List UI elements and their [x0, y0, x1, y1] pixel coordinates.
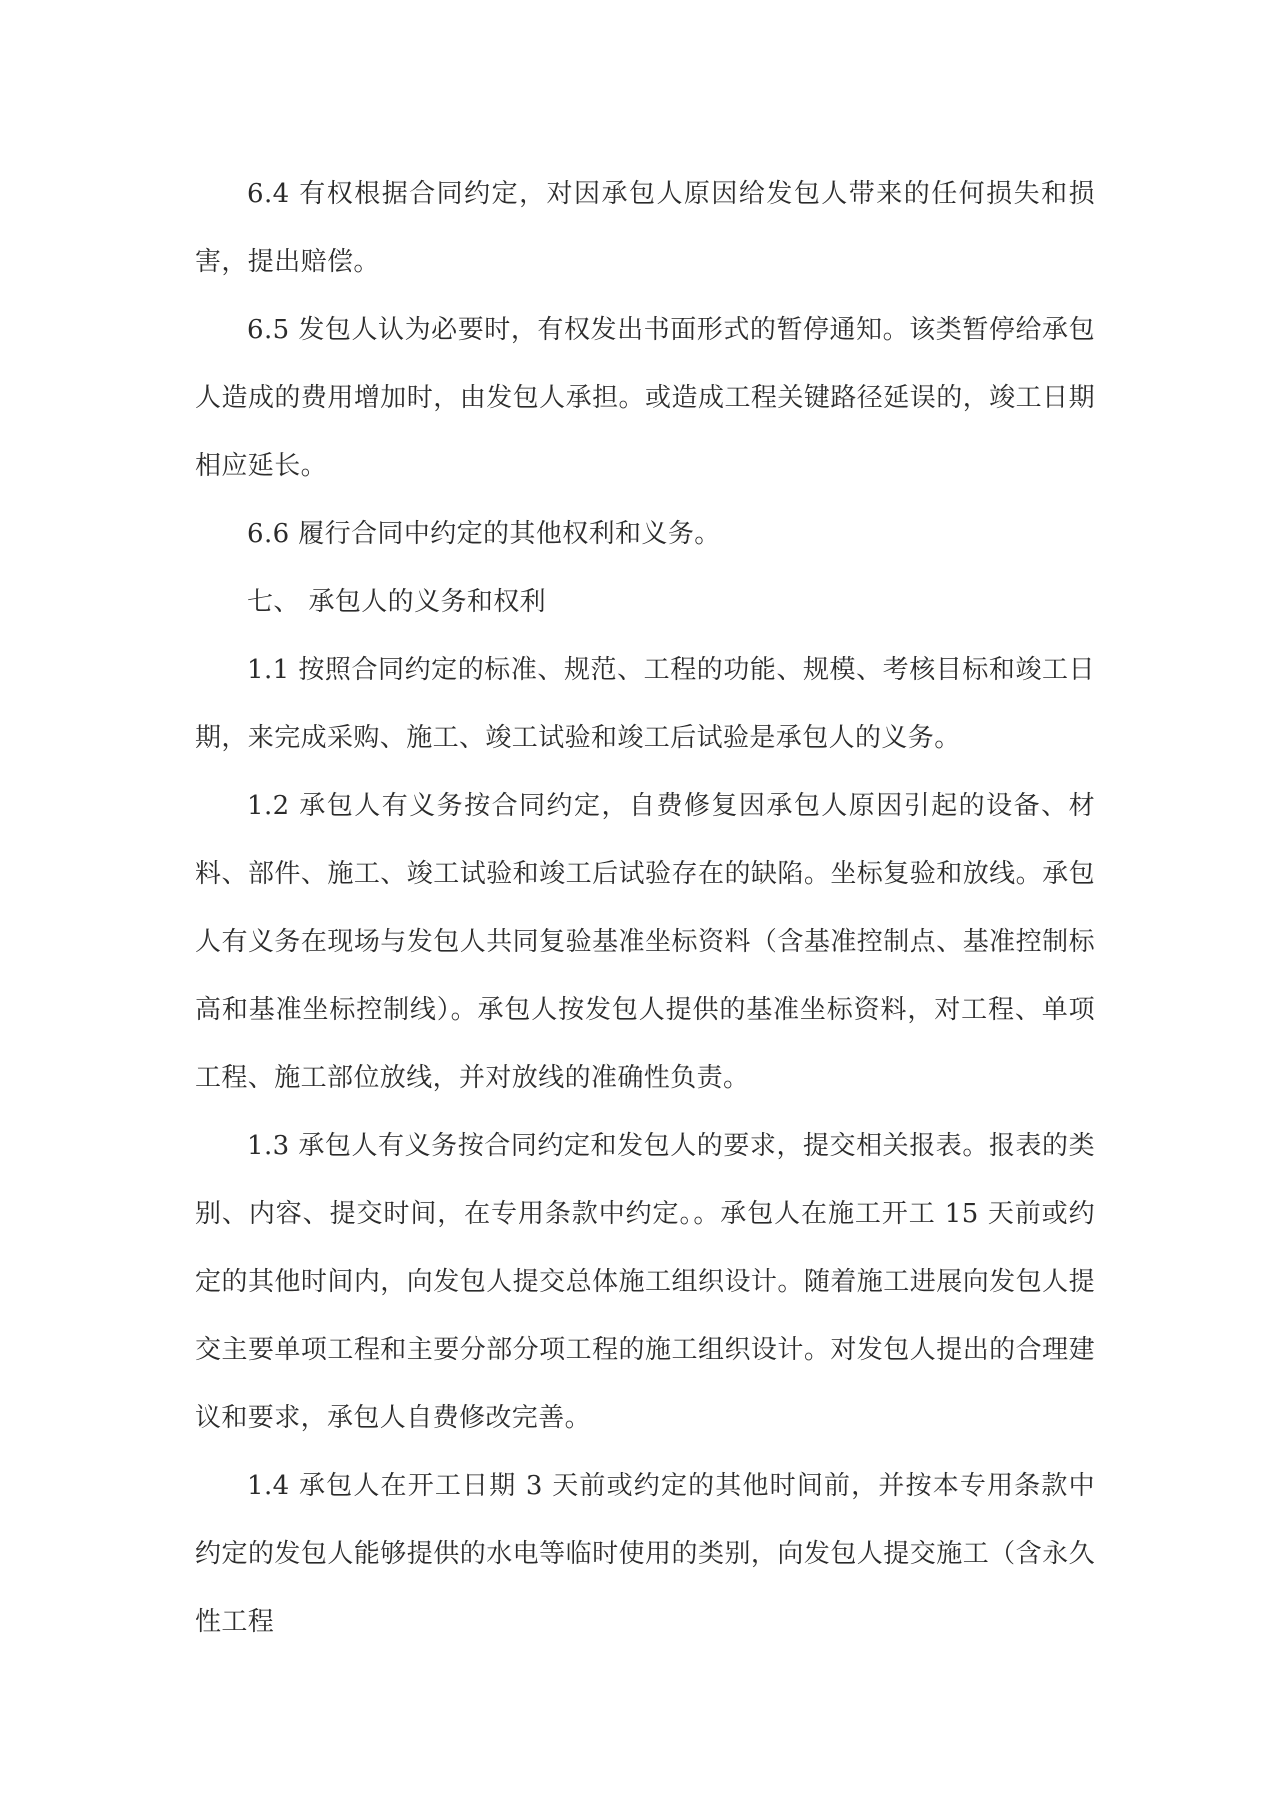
clause-6-5: 6.5 发包人认为必要时，有权发出书面形式的暂停通知。该类暂停给承包人造成的费用增加时，由发包人承担。或造成工程关键路径延误的，竣工日期相应延长。 [195, 315, 1095, 481]
clause-6-6: 6.6 履行合同中约定的其他权利和义务。 [247, 519, 721, 549]
clause-6-4: 6.4 有权根据合同约定，对因承包人原因给发包人带来的任何损失和损害，提出赔偿。 [195, 179, 1095, 277]
clause-1-2: 1.2 承包人有义务按合同约定，自费修复因承包人原因引起的设备、材料、部件、施工、竣工试验和竣工后试验存在的缺陷。坐标复验和放线。承包人有义务在现场与发包人共同复验基准坐标资料（含基准控制点、基准控制标高和基准坐标控制线）。承包人按发包人提供的基准坐标资料，对工程、单项工程、施工部位放线，并对放线的准确性负责。 [195, 791, 1095, 1093]
clause-1-4: 1.4 承包人在开工日期 3 天前或约定的其他时间前，并按本专用条款中约定的发包人能够提供的水电等临时使用的类别，向发包人提交施工（含永久性工程 [195, 1471, 1095, 1637]
section-heading-7: 七、 承包人的义务和权利 [247, 587, 547, 617]
clause-1-3: 1.3 承包人有义务按合同约定和发包人的要求，提交相关报表。报表的类别、内容、提交时间，在专用条款中约定。。承包人在施工开工 15 天前或约定的其他时间内，向发包人提交总体施工组织设计。随着施工进展向发包人提交主要单项工程和主要分部分项工程的施工组织设计。对发包人提出的合理建议和要求，承包人自费修改完善。 [195, 1131, 1095, 1433]
clause-1-1: 1.1 按照合同约定的标准、规范、工程的功能、规模、考核目标和竣工日期，来完成采购、施工、竣工试验和竣工后试验是承包人的义务。 [195, 655, 1095, 753]
document-body [195, 160, 1095, 1656]
